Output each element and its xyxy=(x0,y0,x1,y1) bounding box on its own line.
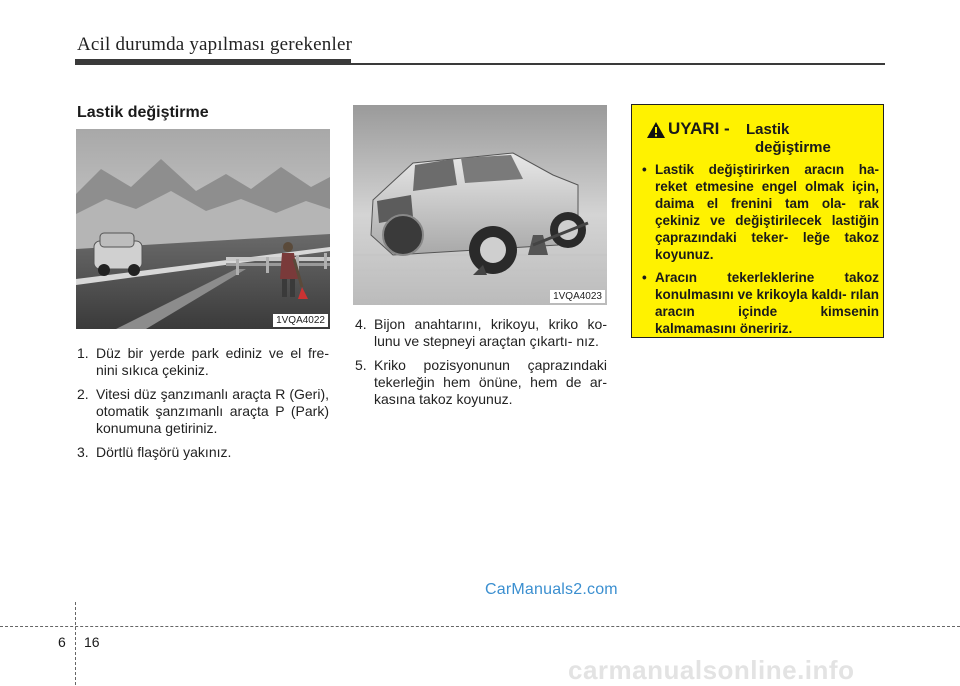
list-item xyxy=(355,357,607,408)
step-number: 3. xyxy=(77,444,89,460)
step-number: 5. xyxy=(355,357,367,373)
warning-subtitle: değiştirme xyxy=(755,139,831,156)
roadside-scene-image xyxy=(76,129,330,329)
roadside-illustration xyxy=(76,129,330,329)
warning-subtitle: Lastik xyxy=(746,121,790,138)
header-bar xyxy=(75,59,351,65)
chapter-title: Acil durumda yapılması gerekenler xyxy=(77,34,353,55)
warning-text: Lastik değiştirirken aracın ha- reket etmesine engel olmak için, daima el frenini tam ola- rak çekiniz ve değiştirilecek lastiğin çaprazındaki teker- leğe takoz koyunuz. xyxy=(655,162,879,262)
step-text: Vitesi düz şanzımanlı araçta R (Geri), otomatik şanzımanlı araçta P (Park) konumuna getiriniz. xyxy=(96,386,329,436)
footer-rule xyxy=(0,626,960,627)
list-item xyxy=(640,269,879,337)
step-number: 4. xyxy=(355,316,367,332)
list-item xyxy=(640,161,879,263)
jack-illustration xyxy=(353,105,607,305)
car-jack-scene-image xyxy=(353,105,607,305)
steps-list-right xyxy=(355,316,607,415)
warning-word: UYARI - xyxy=(668,119,730,138)
section-title: Lastik değiştirme xyxy=(77,104,209,121)
list-item xyxy=(77,345,329,379)
list-item xyxy=(77,444,329,461)
figure-code: 1VQA4022 xyxy=(273,314,328,327)
list-item xyxy=(77,386,329,437)
list-item xyxy=(355,316,607,350)
warning-list xyxy=(640,161,879,343)
figure-code: 1VQA4023 xyxy=(550,290,605,303)
warning-box xyxy=(631,104,884,338)
warning-triangle-icon xyxy=(646,121,666,139)
page-number: 16 xyxy=(84,634,100,650)
bullet: • xyxy=(642,270,647,285)
steps-list-left xyxy=(77,345,329,468)
chapter-number: 6 xyxy=(58,634,66,650)
bullet: • xyxy=(642,162,647,177)
step-number: 1. xyxy=(77,345,89,361)
step-text: Dörtlü flaşörü yakınız. xyxy=(96,444,232,460)
step-text: Bijon anahtarını, krikoyu, kriko ko- lunu ve stepneyi araçtan çıkartı- nız. xyxy=(374,316,607,349)
footer-divider xyxy=(75,602,76,685)
watermark-link[interactable]: CarManuals2.com xyxy=(485,581,618,598)
step-number: 2. xyxy=(77,386,89,402)
step-text: Düz bir yerde park ediniz ve el fre- nini sıkıca çekiniz. xyxy=(96,345,329,378)
step-text: Kriko pozisyonunun çaprazındaki tekerleğin hem önüne, hem de ar- kasına takoz koyunuz. xyxy=(374,357,607,407)
header-rule xyxy=(351,63,885,65)
watermark-text: carmanualsonline.info xyxy=(568,655,855,685)
warning-text: Aracın tekerleklerine takoz konulmasını ve krikoyla kaldı- rılan aracın içinde kimsenin kalmamasını öneririz. xyxy=(655,270,879,336)
